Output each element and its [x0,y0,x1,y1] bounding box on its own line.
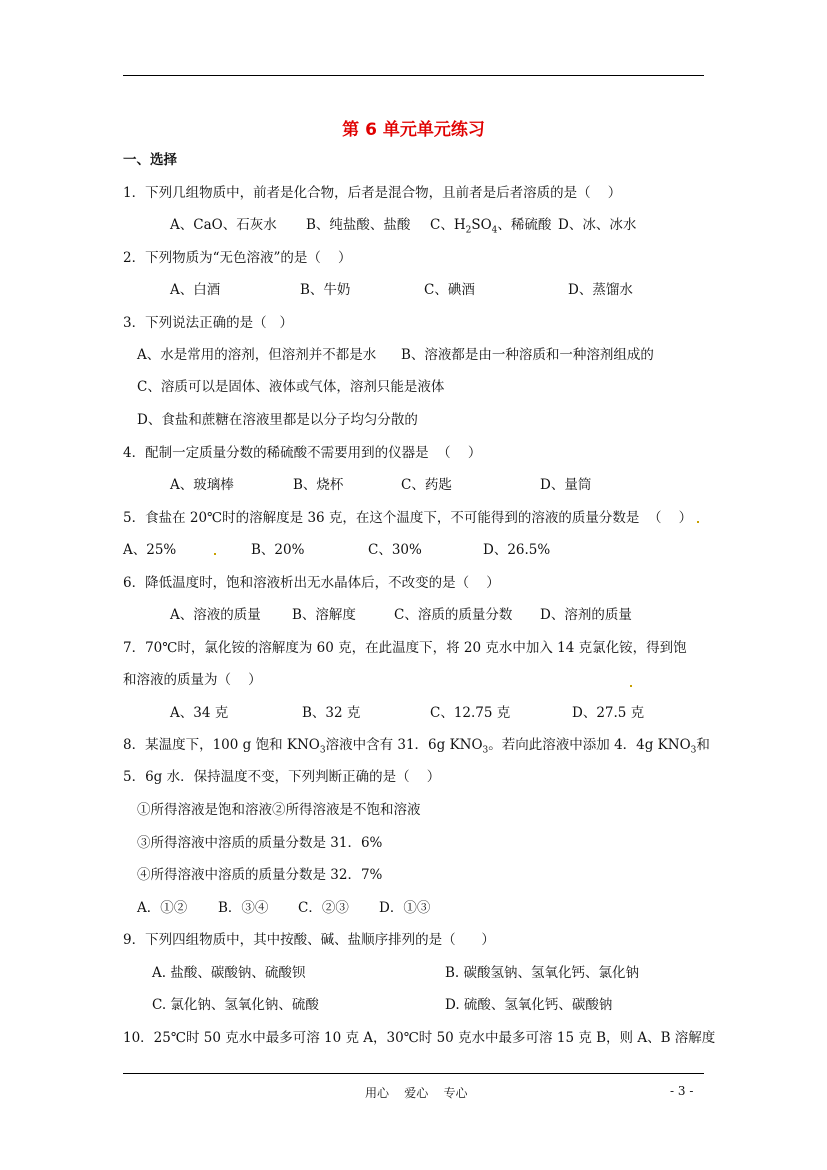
question-1-option-b: B、纯盐酸、盐酸 [306,217,411,233]
question-2-option-c: C、碘酒 [424,282,475,298]
question-7-option-c: C、12.75 克 [430,705,511,721]
question-2-option-b: B、牛奶 [300,282,351,298]
question-6-option-b: B、溶解度 [292,607,356,623]
question-1-option-c: C、$H_2SO_4$、稀硫酸 [430,217,552,236]
question-9-stem: 9．下列四组物质中，其中按酸、碱、盐顺序排列的是（ ） [123,932,495,948]
question-6-stem: 6．降低温度时，饱和溶液析出无水晶体后，不改变的是（ ） [123,575,500,591]
question-3-option-a: A、水是常用的溶剂，但溶剂并不都是水 [137,347,377,363]
question-6-option-c: C、溶质的质量分数 [394,607,513,623]
question-8-option-a: A．①② [137,900,188,916]
question-7-stem-line-1: 7．70℃时，氯化铵的溶解度为 60 克，在此温度下，将 20 克水中加入 14 克氯化铵，得到饱 [123,640,687,656]
question-10-stem: 10．25℃时 50 克水中最多可溶 10 克 A，30℃时 50 克水中最多可溶 15 克 B，则 A、B 溶解度 [123,1030,716,1046]
question-3-option-d: D、食盐和蔗糖在溶液里都是以分子均匀分散的 [137,412,418,428]
question-6-option-a: A、溶液的质量 [170,607,261,623]
question-4-option-d: D、量筒 [540,477,592,493]
question-1-option-d: D、冰、冰水 [558,217,637,233]
question-8-option-c: C．②③ [298,900,349,916]
page-title: 第 6 单元单元练习 [342,120,485,140]
header-rule [123,75,704,76]
question-7-stem-line-2: 和溶液的质量为（ ） [123,672,262,688]
question-3-stem: 3．下列说法正确的是（ ） [123,315,293,331]
page-number: - 3 - [670,1084,694,1098]
question-8-option-d: D．①③ [379,900,431,916]
question-2-option-a: A、白酒 [170,282,221,298]
question-7-option-b: B、32 克 [302,705,361,721]
question-8-statement-1-2: ①所得溶液是饱和溶液②所得溶液是不饱和溶液 [137,802,421,818]
question-7-option-a: A、34 克 [170,705,229,721]
question-9-option-d: D. 硫酸、氢氧化钙、碳酸钠 [445,997,613,1013]
question-8-option-b: B．③④ [218,900,269,916]
question-2-option-d: D、蒸馏水 [568,282,633,298]
question-4-stem: 4．配制一定质量分数的稀硫酸不需要用到的仪器是 （ ） [123,445,482,461]
question-8-stem-line-1: 8．某温度下，100 g 饱和 $KNO_3$溶液中含有 31．6g $KNO_3$。若向此溶液中添加 4．4g $KNO_3$和 [123,737,710,756]
question-4-option-b: B、烧杯 [293,477,344,493]
question-2-stem: 2．下列物质为“无色溶液”的是（ ） [123,250,352,266]
question-8-statement-4: ④所得溶液中溶质的质量分数是 32．7% [137,867,383,883]
footer-slogan: 用心 爱心 专心 [365,1086,468,1100]
question-9-option-a: A. 盐酸、碳酸钠、硫酸钡 [152,965,306,981]
question-4-option-a: A、玻璃棒 [170,477,234,493]
question-4-option-c: C、药匙 [401,477,452,493]
section-heading: 一、选择 [123,152,177,168]
question-7-option-d: D、27.5 克 [572,705,645,721]
question-5-stem: 5．食盐在 20℃时的溶解度是 36 克，在这个温度下，不可能得到的溶液的质量分数是 （ ） [123,510,693,526]
question-1-option-a: A、CaO、石灰水 [170,217,277,233]
footer-rule [123,1073,704,1074]
stray-dot [214,553,216,555]
stray-dot [697,521,699,523]
question-5-option-a: A、25% [123,542,177,558]
question-5-option-c: C、30% [368,542,422,558]
stray-dot [630,685,632,687]
question-5-option-b: B、20% [251,542,305,558]
question-5-option-d: D、26.5% [483,542,551,558]
question-9-option-b: B. 碳酸氢钠、氢氧化钙、氯化钠 [445,965,640,981]
question-8-stem-line-2: 5．6g 水．保持温度不变，下列判断正确的是（ ） [123,769,441,785]
question-1-stem: 1．下列几组物质中，前者是化合物，后者是混合物，且前者是后者溶质的是（ ） [123,185,622,201]
question-3-option-c: C、溶质可以是固体、液体或气体，溶剂只能是液体 [137,379,445,395]
question-3-option-b: B、溶液都是由一种溶质和一种溶剂组成的 [401,347,654,363]
question-6-option-d: D、溶剂的质量 [540,607,632,623]
question-8-statement-3: ③所得溶液中溶质的质量分数是 31．6% [137,835,383,851]
question-9-option-c: C. 氯化钠、氢氧化钠、硫酸 [152,997,319,1013]
